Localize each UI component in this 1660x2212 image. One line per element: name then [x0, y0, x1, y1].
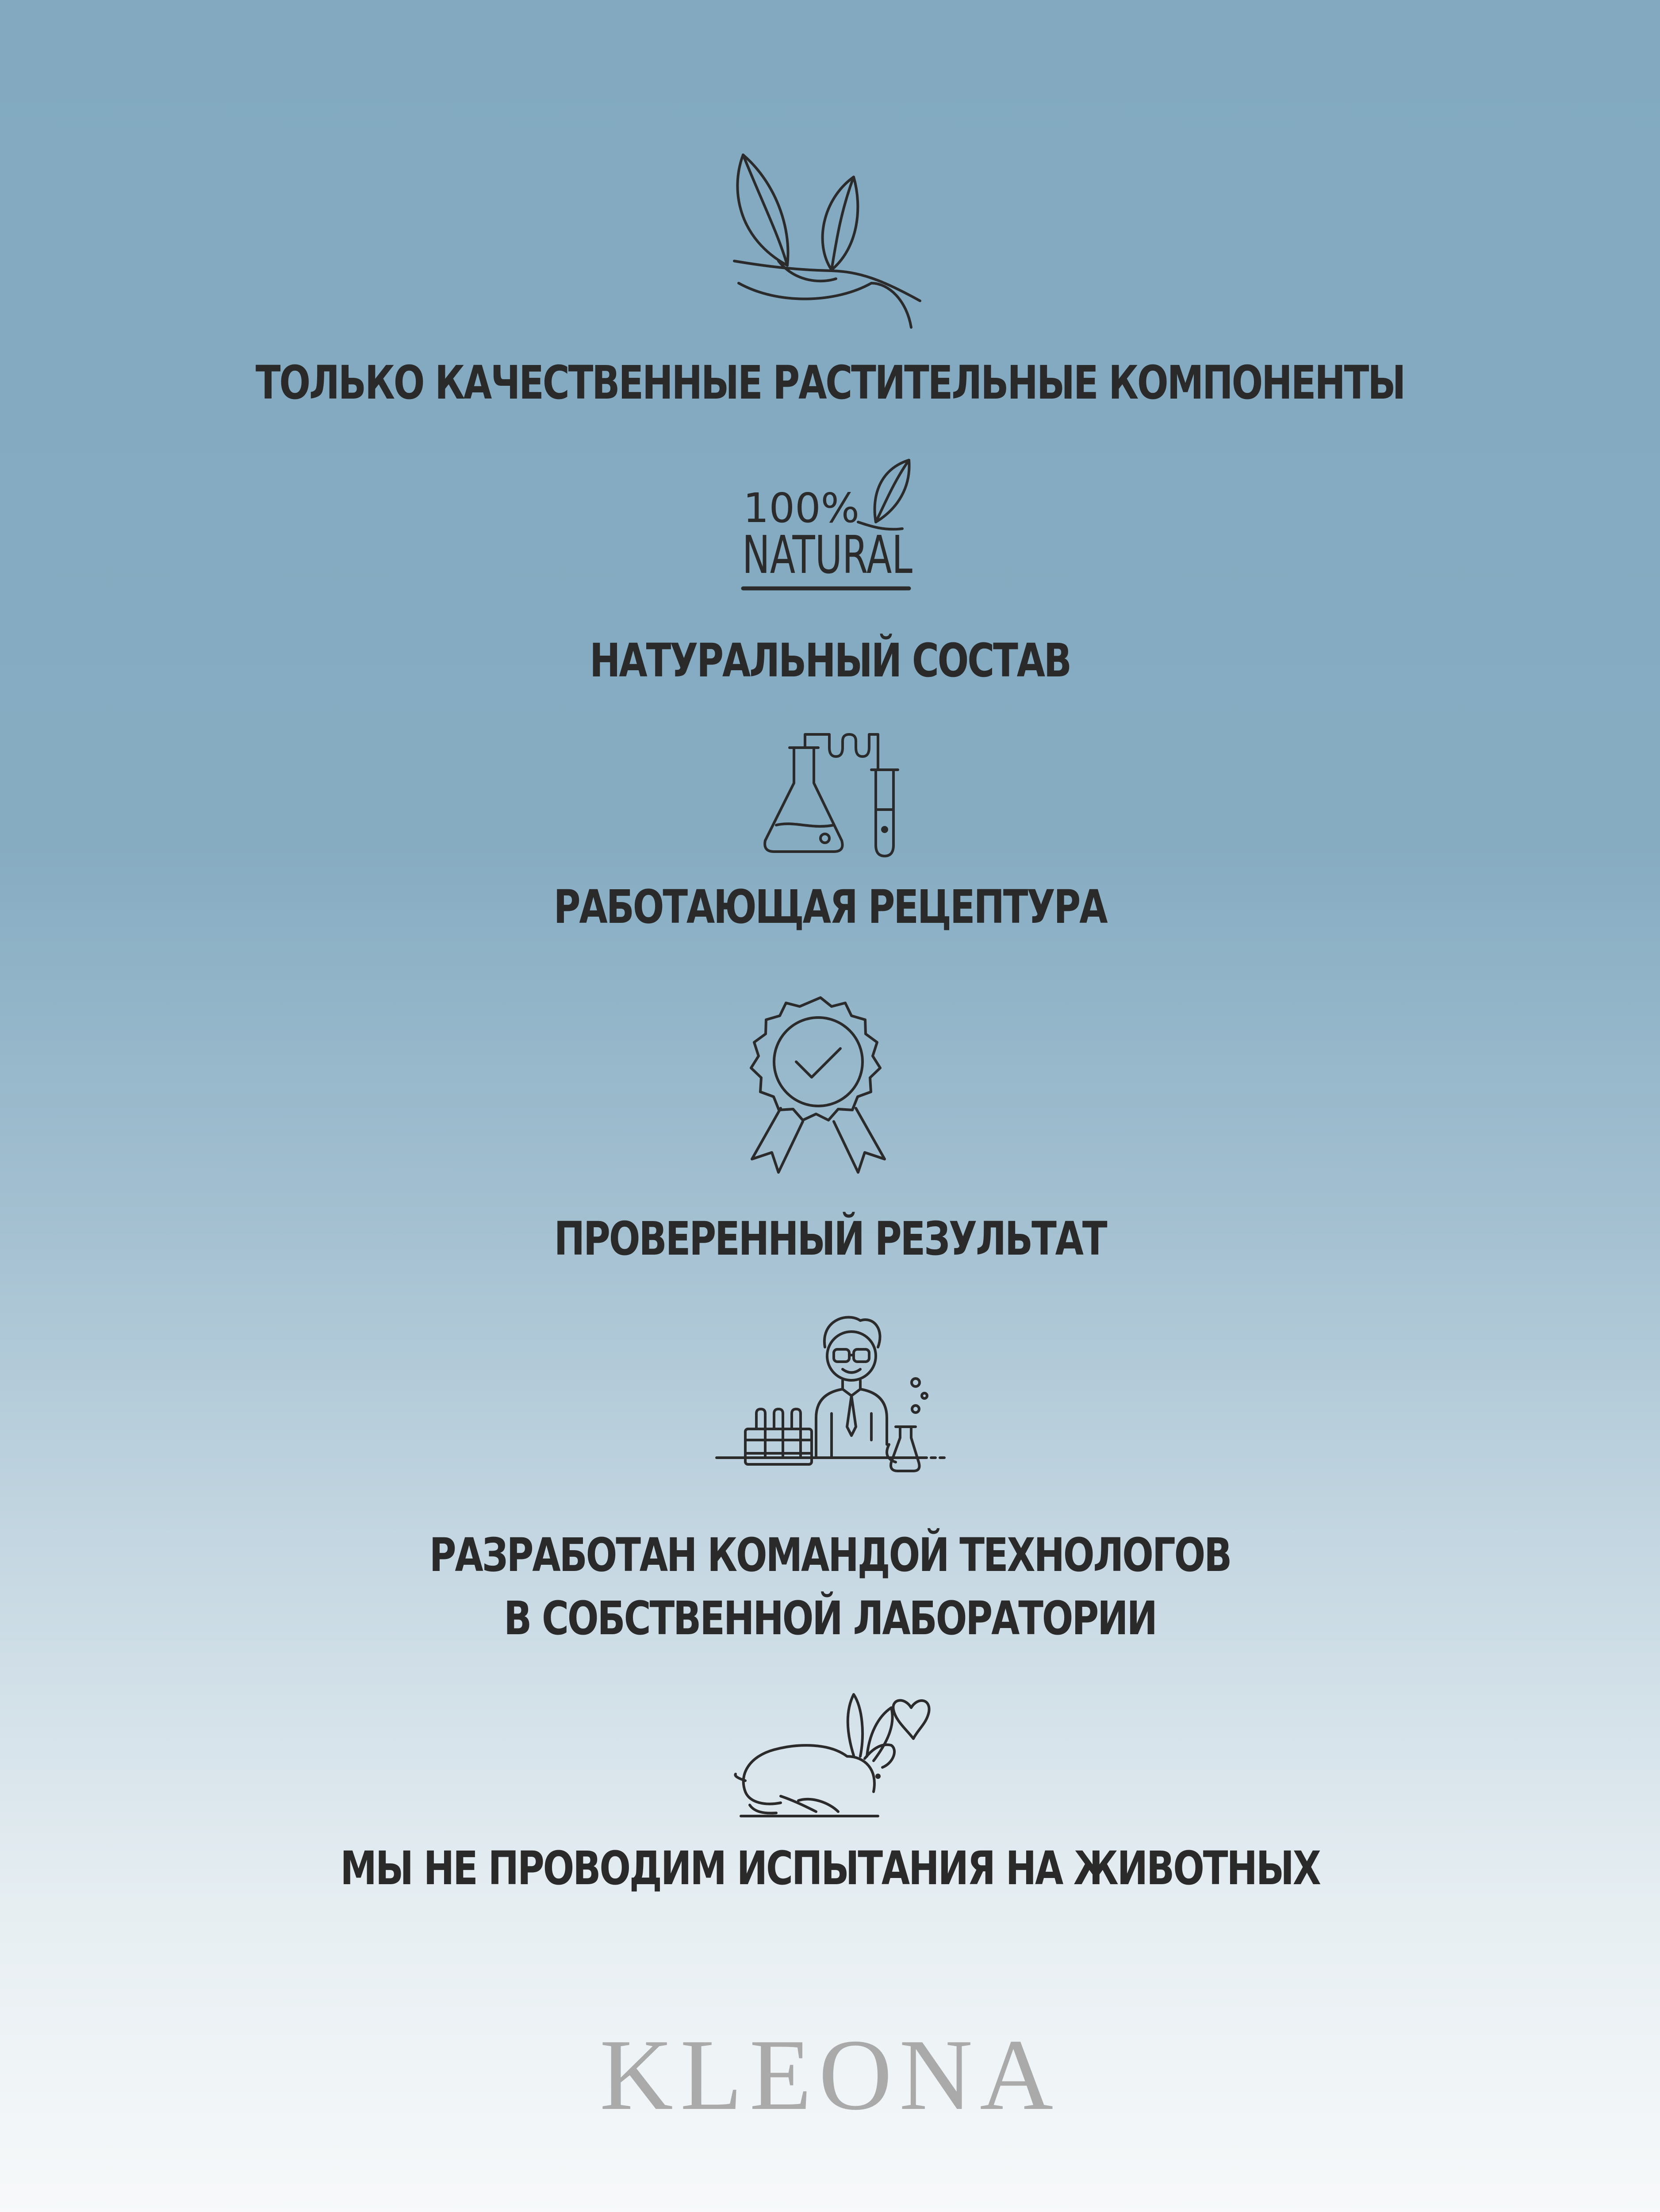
natural-badge-icon — [739, 456, 916, 597]
feature-caption-4: ПРОВЕРЕННЫЙ РЕЗУЛЬТАТ — [554, 1212, 1106, 1266]
rabbit-heart-icon — [732, 1690, 931, 1818]
award-rosette-icon — [745, 989, 896, 1175]
feature-caption-2: НАТУРАЛЬНЫЙ СОСТАВ — [589, 634, 1071, 687]
brand-logo: KLEONA — [599, 2018, 1061, 2131]
lab-flask-icon — [759, 730, 913, 858]
feature-caption-1: ТОЛЬКО КАЧЕСТВЕННЫЕ РАСТИТЕЛЬНЫЕ КОМПОНЕНТЫ — [255, 356, 1405, 410]
feature-caption-5-line1: РАЗРАБОТАН КОМАНДОЙ ТЕХНОЛОГОВ — [429, 1528, 1231, 1582]
leaves-hand-icon — [725, 150, 929, 332]
feature-caption-3: РАБОТАЮЩАЯ РЕЦЕПТУРА — [553, 880, 1107, 934]
badge-natural-text: NATURAL — [742, 524, 913, 585]
scientist-icon — [714, 1312, 949, 1489]
feature-caption-6: МЫ НЕ ПРОВОДИМ ИСПЫТАНИЯ НА ЖИВОТНЫХ — [340, 1841, 1320, 1895]
feature-caption-5-line2: В СОБСТВЕННОЙ ЛАБОРАТОРИИ — [504, 1591, 1156, 1645]
badge-percent-text: 100% — [743, 484, 860, 532]
